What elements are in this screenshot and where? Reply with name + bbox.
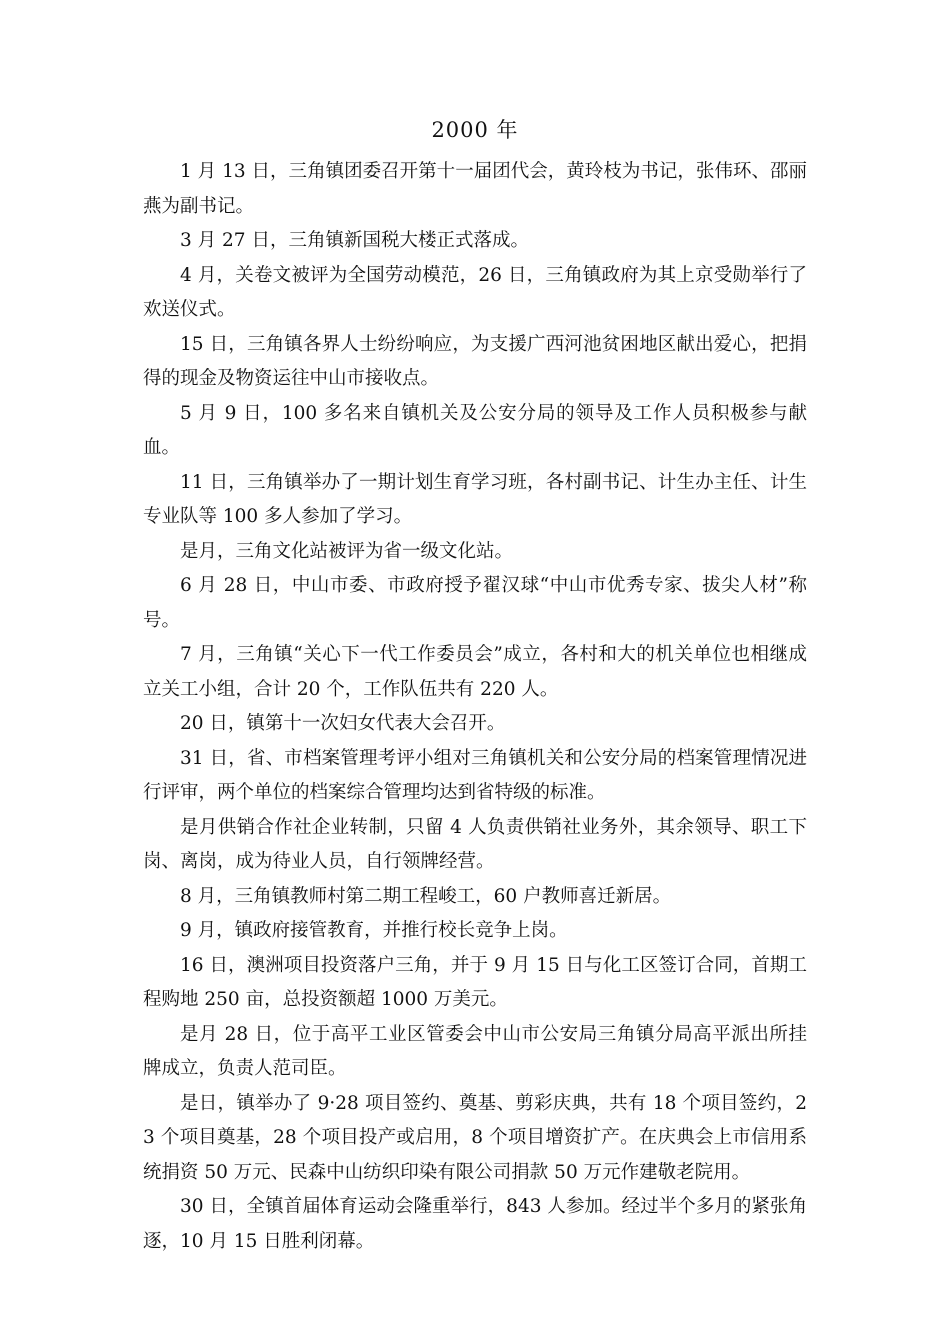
- paragraph: 是日，镇举办了 9·28 项目签约、奠基、剪彩庆典，共有 18 个项目签约，23 个项目奠基，28 个项目投产或启用，8 个项目增资扩产。在庆典会上市信用系统捐资 50 万元、民森中山纺织印染有限公司捐款 50 万元作建敬老院用。: [143, 1092, 807, 1183]
- paragraph: 3 月 27 日，三角镇新国税大楼正式落成。: [180, 230, 529, 251]
- paragraph: 31 日，省、市档案管理考评小组对三角镇机关和公安分局的档案管理情况进行评审，两个单位的档案综合管理均达到省特级的标准。: [143, 747, 807, 803]
- paragraph: 5 月 9 日，100 多名来自镇机关及公安分局的领导及工作人员积极参与献血。: [143, 402, 807, 458]
- paragraph: 4 月，关卷文被评为全国劳动模范，26 日，三角镇政府为其上京受勋举行了欢送仪式。: [143, 264, 807, 320]
- paragraph: 7 月，三角镇“关心下一代工作委员会”成立，各村和大的机关单位也相继成立关工小组，合计 20 个，工作队伍共有 220 人。: [143, 644, 807, 700]
- paragraph: 11 日，三角镇举办了一期计划生育学习班，各村副书记、计生办主任、计生专业队等 100 多人参加了学习。: [143, 471, 807, 527]
- paragraph: 是月供销合作社企业转制，只留 4 人负责供销社业务外，其余领导、职工下岗、离岗，成为待业人员，自行领牌经营。: [143, 816, 807, 872]
- page-title: 2000 年: [431, 118, 519, 142]
- document-body: [143, 155, 807, 1259]
- paragraph: 16 日，澳洲项目投资落户三角，并于 9 月 15 日与化工区签订合同，首期工程购地 250 亩，总投资额超 1000 万美元。: [143, 954, 807, 1010]
- paragraph: 8 月，三角镇教师村第二期工程峻工，60 户教师喜迁新居。: [180, 885, 672, 907]
- paragraph: 30 日，全镇首届体育运动会隆重举行，843 人参加。经过半个多月的紧张角逐，10 月 15 日胜利闭幕。: [143, 1196, 807, 1252]
- paragraph: 是月，三角文化站被评为省一级文化站。: [180, 540, 514, 562]
- paragraph: 9 月，镇政府接管教育，并推行校长竞争上岗。: [180, 920, 568, 941]
- paragraph: 15 日，三角镇各界人士纷纷响应，为支援广西河池贫困地区献出爱心，把捐得的现金及物资运往中山市接收点。: [143, 333, 807, 389]
- paragraph: 6 月 28 日，中山市委、市政府授予翟汉球“中山市优秀专家、拔尖人材”称号。: [143, 575, 807, 631]
- paragraph: 1 月 13 日，三角镇团委召开第十一届团代会，黄玲枝为书记，张伟环、邵丽燕为副书记。: [143, 161, 807, 217]
- paragraph: 是月 28 日，位于高平工业区管委会中山市公安局三角镇分局高平派出所挂牌成立，负责人范司臣。: [143, 1023, 807, 1079]
- paragraph: 20 日，镇第十一次妇女代表大会召开。: [180, 713, 506, 734]
